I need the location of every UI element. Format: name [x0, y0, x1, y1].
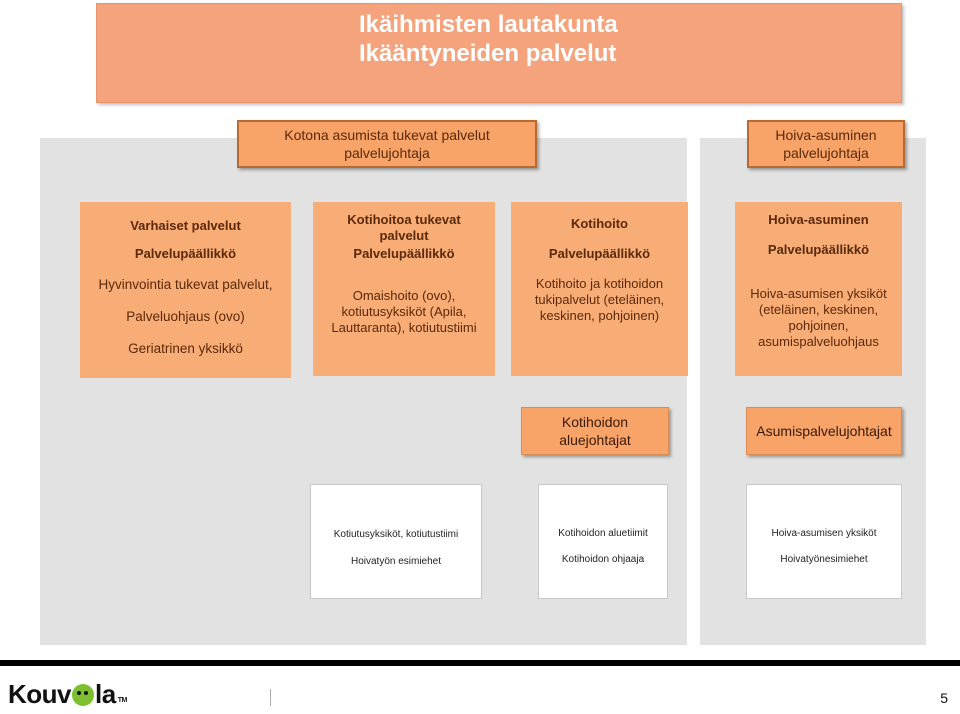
unit-role: Palvelupäällikkö — [767, 242, 870, 257]
unit-item: Palveluohjaus (ovo) — [126, 309, 245, 324]
unit-desc: Hoiva-asumisen yksiköt — [750, 286, 887, 301]
unit-desc: asumispalveluohjaus — [758, 334, 879, 349]
page-title: Ikäihmisten lautakunta — [359, 11, 618, 38]
page-number: 5 — [940, 690, 948, 706]
area-managers-line: aluejohtajat — [559, 432, 631, 448]
unit-item: Hyvinvointia tukevat palvelut, — [98, 277, 273, 292]
team-unit: Kotiutusyksiköt, kotiutustiimi — [333, 529, 459, 540]
unit-home-care — [511, 202, 688, 376]
unit-title: Kotihoito — [570, 216, 629, 231]
team-role: Hoivatyönesimiehet — [780, 554, 868, 565]
page-subtitle: Ikääntyneiden palvelut — [359, 40, 617, 67]
area-managers-line: Kotihoidon — [561, 414, 629, 430]
team-unit: Hoiva-asumisen yksiköt — [771, 528, 877, 539]
team-role: Hoivatyön esimiehet — [350, 556, 442, 567]
unit-desc: Kotihoito ja kotihoidon — [535, 276, 664, 291]
area-managers-box — [521, 407, 669, 455]
logo-text-end: la — [95, 679, 116, 709]
housing-managers-box — [746, 407, 902, 455]
unit-desc: keskinen, pohjoinen) — [539, 308, 660, 323]
unit-early-services — [80, 202, 291, 378]
director-name: Kotona asumista tukevat palvelut — [284, 127, 490, 143]
team-unit: Kotihoidon aluetiimit — [558, 528, 648, 539]
unit-title: Varhaiset palvelut — [130, 218, 241, 233]
footer-separator — [270, 689, 271, 706]
trademark-mark: TM — [117, 697, 127, 704]
kouvola-logo — [8, 680, 127, 708]
unit-role: Palvelupäällikkö — [548, 246, 651, 261]
unit-desc: pohjoinen, — [788, 318, 849, 333]
header-banner — [96, 3, 902, 103]
director-care-housing — [747, 120, 905, 168]
unit-title: Hoiva-asuminen — [768, 212, 869, 227]
unit-care-housing — [735, 202, 902, 376]
director-role: palvelujohtaja — [783, 145, 869, 161]
unit-title-line: Kotihoitoa tukevat — [347, 212, 461, 227]
housing-managers-label: Asumispalvelujohtajat — [756, 423, 892, 439]
unit-title-line: palvelut — [379, 228, 429, 243]
team-box-discharge — [310, 484, 482, 599]
director-name: Hoiva-asuminen — [775, 127, 877, 143]
unit-desc: (eteläinen, keskinen, — [758, 302, 879, 317]
unit-home-care-support — [313, 202, 495, 376]
team-box-home-care — [538, 484, 668, 599]
logo-text-start: Kouv — [8, 679, 71, 709]
smiley-logo-icon — [72, 684, 94, 706]
unit-desc: Omaishoito (ovo), — [352, 288, 456, 303]
team-role: Kotihoidon ohjaaja — [561, 554, 645, 565]
director-role: palvelujohtaja — [344, 145, 430, 161]
unit-item: Geriatrinen yksikkö — [128, 341, 243, 356]
unit-desc: tukipalvelut (eteläinen, — [534, 292, 665, 307]
unit-role: Palvelupäällikkö — [134, 246, 237, 261]
footer-divider — [0, 660, 960, 666]
team-box-care-housing — [746, 484, 902, 599]
unit-desc: kotiutusyksiköt (Apila, — [341, 304, 467, 319]
unit-desc: Lauttaranta), kotiutustiimi — [331, 320, 477, 335]
unit-role: Palvelupäällikkö — [353, 246, 455, 261]
director-home-services — [237, 120, 537, 168]
